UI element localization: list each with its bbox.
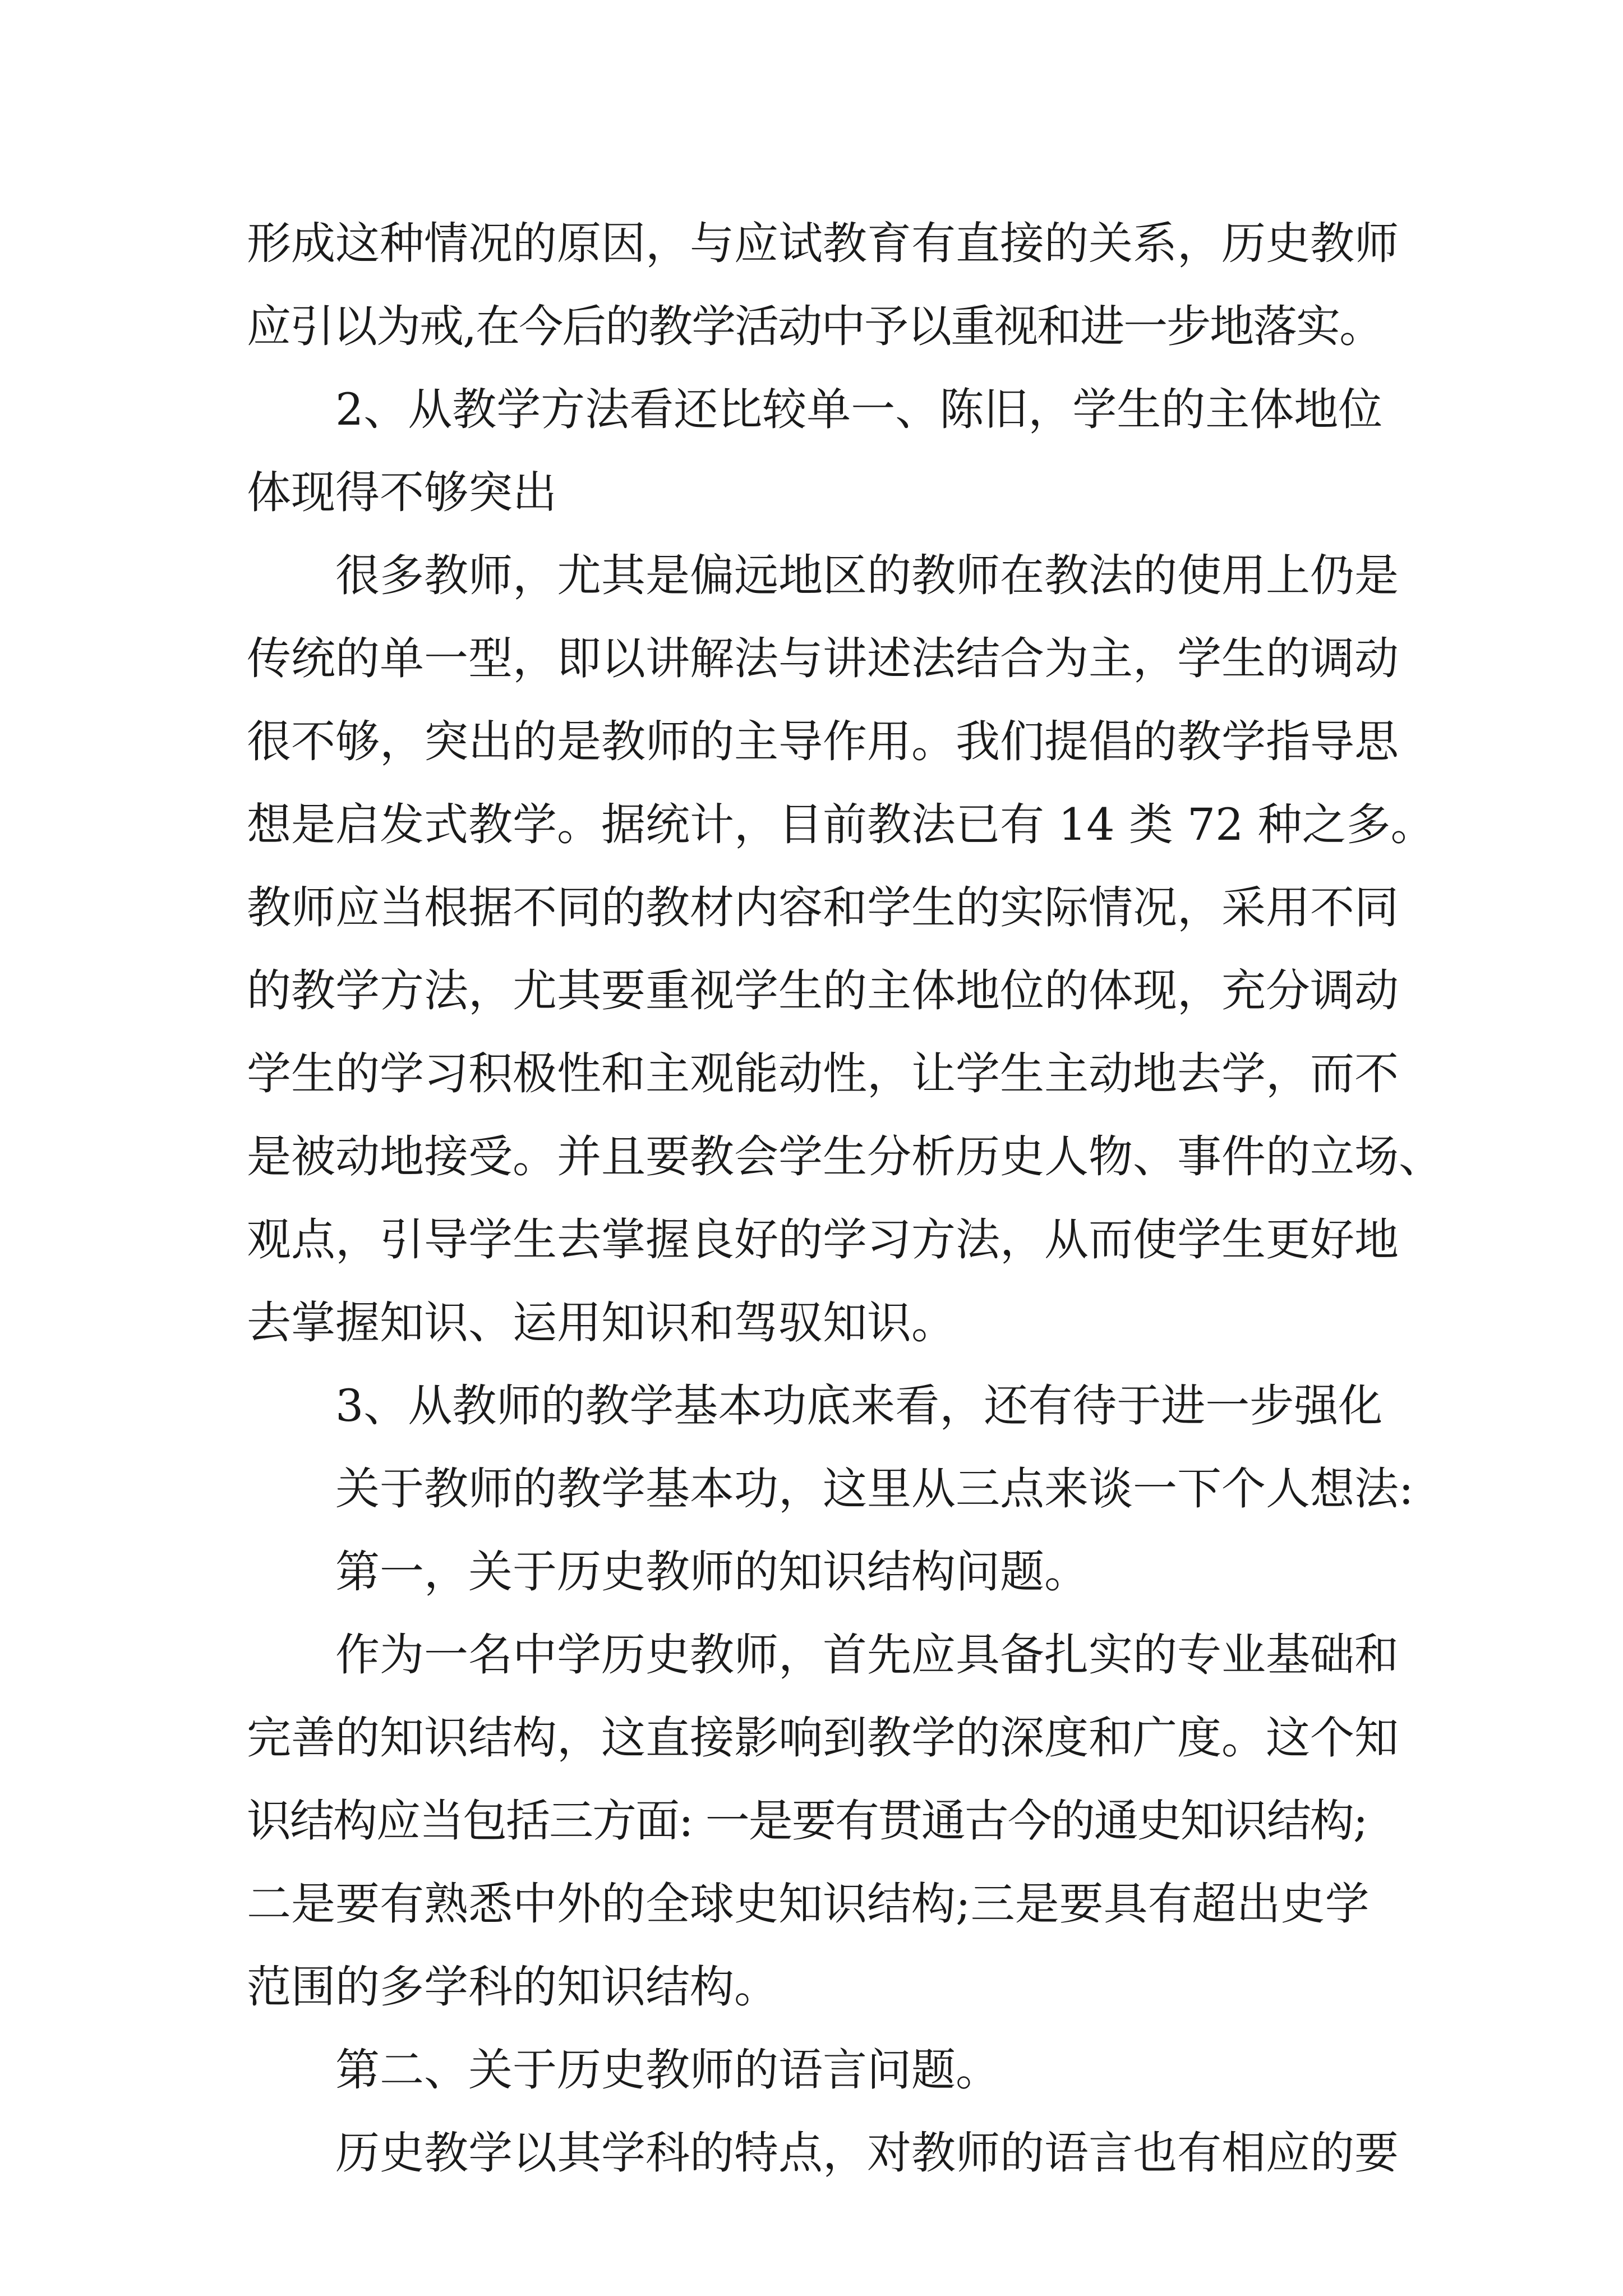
section-heading-continued: 体现得不够突出 bbox=[247, 467, 557, 518]
paragraph-first-line: 关于教师的教学基本功，这里从三点来谈一下个人想法: bbox=[335, 1463, 1414, 1515]
section-heading: 3、从教师的教学基本功底来看，还有待于进一步强化 bbox=[335, 1380, 1383, 1432]
text-line: 学生的学习积极性和主观能动性，让学生主动地去学，而不 bbox=[247, 1048, 1399, 1099]
text-line: 传统的单一型，即以讲解法与讲述法结合为主，学生的调动 bbox=[247, 633, 1399, 684]
text-line: 很不够，突出的是教师的主导作用。我们提倡的教学指导思 bbox=[247, 716, 1399, 767]
subsection-heading: 第一，关于历史教师的知识结构问题。 bbox=[335, 1546, 1089, 1598]
paragraph-first-line: 历史教学以其学科的特点，对教师的语言也有相应的要 bbox=[335, 2127, 1399, 2179]
text-line: 想是启发式教学。据统计，目前教法已有 14 类 72 种之多。 bbox=[247, 799, 1435, 850]
paragraph-first-line: 很多教师，尤其是偏远地区的教师在教法的使用上仍是 bbox=[335, 550, 1399, 601]
text-line: 是被动地接受。并且要教会学生分析历史人物、事件的立场、 bbox=[247, 1131, 1443, 1182]
text-line: 二是要有熟悉中外的全球史知识结构;三是要具有超出史学 bbox=[247, 1878, 1370, 1930]
text-line: 去掌握知识、运用知识和驾驭知识。 bbox=[247, 1297, 956, 1349]
text-line: 教师应当根据不同的教材内容和学生的实际情况，采用不同 bbox=[247, 882, 1399, 933]
body-text bbox=[247, 202, 1443, 2194]
text-line: 识结构应当包括三方面: 一是要有贯通古今的通史知识结构; bbox=[247, 1795, 1367, 1847]
text-line: 范围的多学科的知识结构。 bbox=[247, 1961, 778, 2013]
text-line: 的教学方法，尤其要重视学生的主体地位的体现，充分调动 bbox=[247, 965, 1399, 1016]
subsection-heading: 第二、关于历史教师的语言问题。 bbox=[335, 2044, 1000, 2096]
paragraph-first-line: 作为一名中学历史教师，首先应具备扎实的专业基础和 bbox=[335, 1629, 1399, 1681]
text-line: 应引以为戒,在今后的教学活动中予以重视和进一步地落实。 bbox=[247, 301, 1383, 352]
section-heading: 2、从教学方法看还比较单一、陈旧，学生的主体地位 bbox=[335, 384, 1383, 435]
text-line: 完善的知识结构，这直接影响到教学的深度和广度。这个知 bbox=[247, 1712, 1399, 1764]
text-line: 形成这种情况的原因，与应试教育有直接的关系，历史教师 bbox=[247, 218, 1399, 269]
text-line: 观点，引导学生去掌握良好的学习方法，从而使学生更好地 bbox=[247, 1214, 1399, 1266]
